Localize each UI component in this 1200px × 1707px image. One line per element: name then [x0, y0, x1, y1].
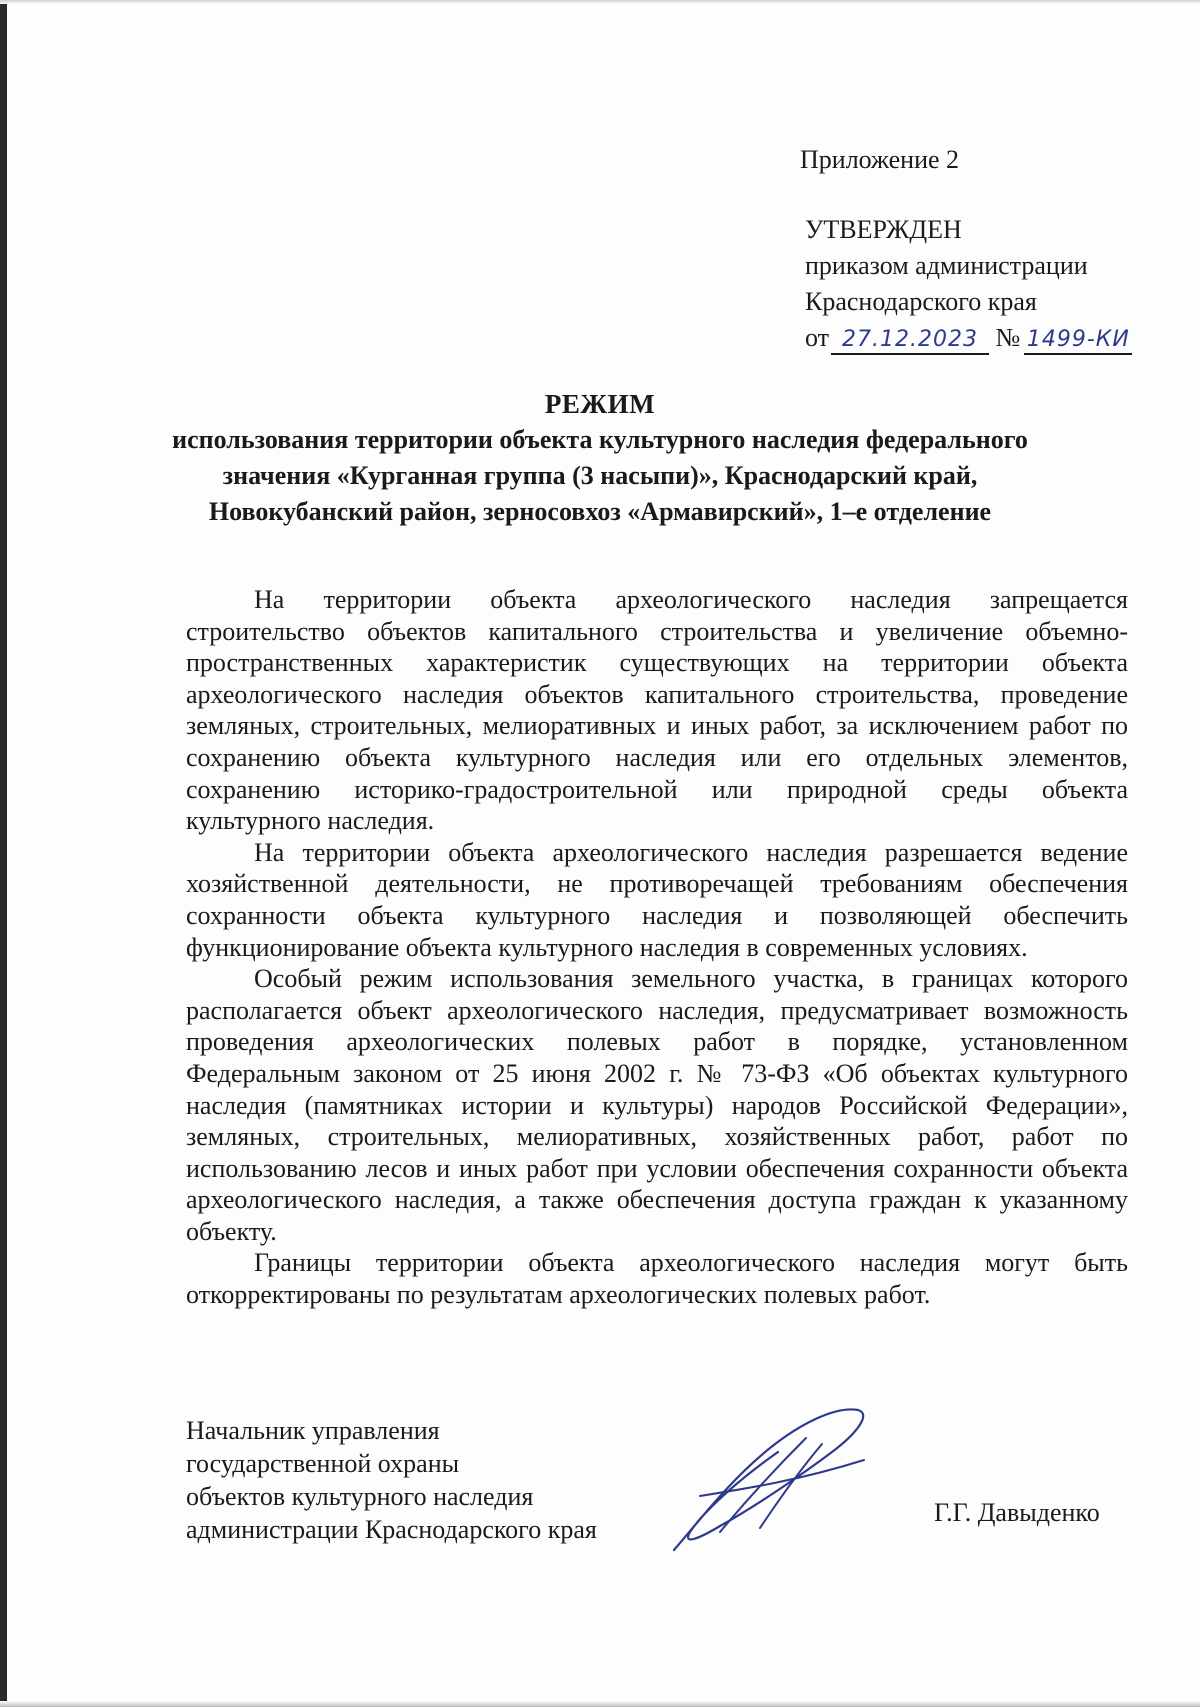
title-line-2: значения «Курганная группа (3 насыпи)», Краснодарский край,: [222, 461, 978, 490]
document-title: [150, 386, 1050, 530]
from-label: от: [805, 323, 830, 352]
signer-position: [186, 1414, 597, 1546]
signer-name: Г.Г. Давыденко: [934, 1498, 1100, 1527]
title-heading: РЕЖИМ: [544, 389, 656, 419]
paragraph-3: Особый режим использования земельного участка, в границах которого располагается объект археологического наследия, предусматривает возможность проведения археологических полевых работ в порядке, установленном Федеральным законом от 25 июня 2002 г. № 73-ФЗ «Об объектах культурного наследия (памятниках истории и культуры) народов Российской Федерации», земляных, строительных, мелиоративных, хозяйственных работ, работ по использованию лесов и иных работ при условии обеспечения сохранности объекта археологического наследия, а также обеспечения доступа граждан к указанному объекту.: [186, 964, 1128, 1246]
title-line-3: Новокубанский район, зерносовхоз «Армавирский», 1–е отделение: [208, 497, 992, 526]
order-number-field: [1024, 325, 1132, 355]
order-date-handwritten: 27.12.2023: [842, 327, 979, 352]
paragraph-2: На территории объекта археологического наследия разрешается ведение хозяйственной деятельности, не противоречащей требованиям обеспечения сохранности объекта культурного наследия и позволяющей обеспечить функционирование объекта культурного наследия в современных условиях.: [186, 837, 1128, 962]
appendix-label: Приложение 2: [800, 145, 960, 174]
signer-line-1: Начальник управления: [186, 1416, 440, 1445]
number-label: №: [995, 323, 1021, 352]
scan-edge-left: [0, 0, 7, 1707]
order-number-handwritten: 1499-КИ: [1026, 327, 1130, 352]
handwritten-signature: [660, 1400, 880, 1560]
approved-by-order: приказом администрации: [805, 251, 1088, 280]
title-line-1: использования территории объекта культурного наследия федерального: [172, 425, 1028, 454]
order-date-number-line: [805, 320, 1132, 356]
approval-stamp-block: [805, 212, 1132, 356]
approved-region: Краснодарского края: [805, 287, 1037, 316]
signer-line-2: государственной охраны: [186, 1449, 460, 1478]
signer-line-3: объектов культурного наследия: [186, 1482, 534, 1511]
signature-stroke-1: [674, 1409, 863, 1550]
paragraph-1: На территории объекта археологического наследия запрещается строительство объектов капитального строительства и увеличение объемно-пространственных характеристик существующих на территории объекта археологического наследия объектов капитального строительства, проведение земляных, строительных, мелиоративных и иных работ, за исключением работ по сохранению объекта культурного наследия или его отдельных элементов, сохранению историко-градостроительной или природной среды объекта культурного наследия.: [186, 585, 1128, 836]
signer-line-4: администрации Краснодарского края: [186, 1515, 597, 1544]
approved-label: УТВЕРЖДЕН: [805, 215, 962, 244]
paragraph-4: Границы территории объекта археологического наследия могут быть откорректированы по результатам археологических полевых работ.: [186, 1248, 1128, 1310]
document-body: [186, 584, 1128, 1311]
scan-edge-bottom: [0, 1701, 1200, 1707]
scan-edge-top: [0, 0, 1200, 4]
order-date-field: [831, 325, 989, 355]
